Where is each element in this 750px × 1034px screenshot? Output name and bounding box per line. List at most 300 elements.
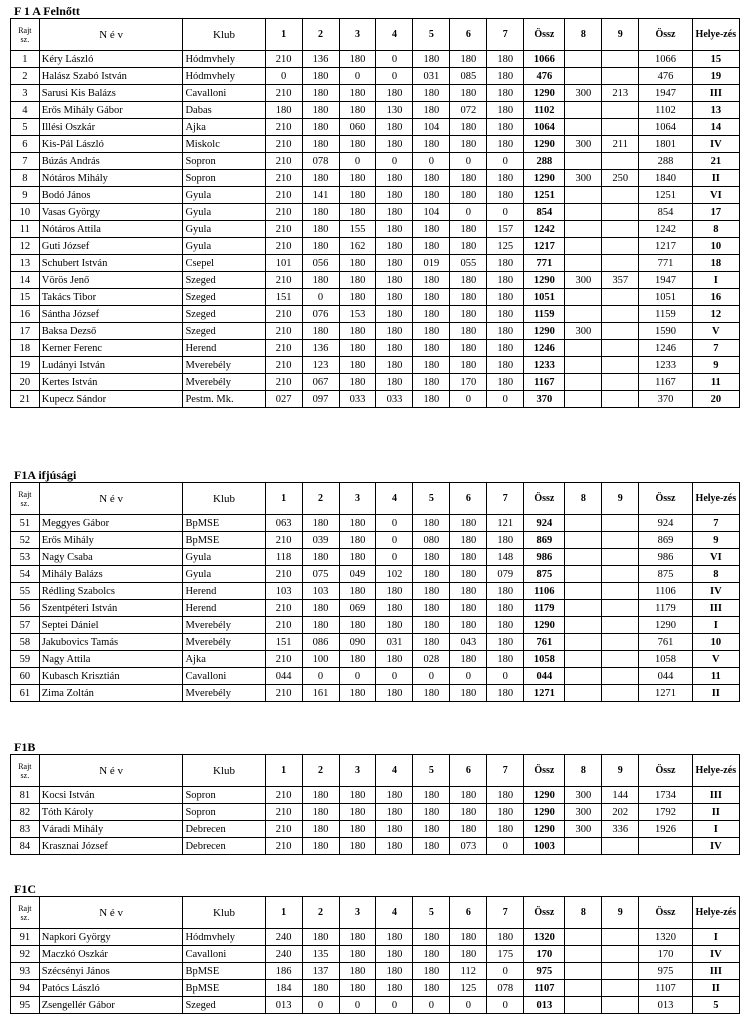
subtotal-cell: 1290 <box>524 170 565 187</box>
subtotal-cell: 1058 <box>524 651 565 668</box>
round-6-cell: 112 <box>450 963 487 980</box>
round-4-cell: 180 <box>376 651 413 668</box>
total-cell: 1242 <box>639 221 692 238</box>
total-cell: 975 <box>639 963 692 980</box>
subtotal-cell: 044 <box>524 668 565 685</box>
start-number-cell: 19 <box>11 357 40 374</box>
total-cell: 1947 <box>639 85 692 102</box>
round-2-cell: 180 <box>302 600 339 617</box>
header-round-5: 5 <box>413 19 450 51</box>
total-cell: 1167 <box>639 374 692 391</box>
subtotal-cell: 1290 <box>524 617 565 634</box>
round-3-cell: 180 <box>339 289 376 306</box>
competitor-name-cell: Szécsényi János <box>39 963 183 980</box>
round-1-cell: 210 <box>265 272 302 289</box>
round-5-cell: 180 <box>413 600 450 617</box>
table-row <box>11 68 740 85</box>
round-1-cell: 240 <box>265 946 302 963</box>
start-number-cell: 8 <box>11 170 40 187</box>
round-5-cell: 180 <box>413 289 450 306</box>
total-cell: 986 <box>639 549 692 566</box>
header-round-8: 8 <box>565 897 602 929</box>
round-2-cell: 136 <box>302 51 339 68</box>
round-6-cell: 0 <box>450 668 487 685</box>
total-cell: 1271 <box>639 685 692 702</box>
round-5-cell: 0 <box>413 153 450 170</box>
round-3-cell: 180 <box>339 51 376 68</box>
round-3-cell: 033 <box>339 391 376 408</box>
round-9-cell <box>602 617 639 634</box>
total-cell: 370 <box>639 391 692 408</box>
start-number-cell: 12 <box>11 238 40 255</box>
placement-cell: II <box>692 685 739 702</box>
round-7-cell: 121 <box>487 515 524 532</box>
section-title: F1C <box>14 882 36 896</box>
round-3-cell: 180 <box>339 85 376 102</box>
round-5-cell: 180 <box>413 821 450 838</box>
round-6-cell: 180 <box>450 272 487 289</box>
subtotal-cell: 1233 <box>524 357 565 374</box>
header-subtotal: Össz <box>524 483 565 515</box>
round-1-cell: 210 <box>265 357 302 374</box>
club-cell: BpMSE <box>183 963 265 980</box>
round-3-cell: 180 <box>339 323 376 340</box>
round-7-cell: 180 <box>487 787 524 804</box>
club-cell: Gyula <box>183 187 265 204</box>
round-8-cell <box>565 668 602 685</box>
round-4-cell: 180 <box>376 238 413 255</box>
round-6-cell: 180 <box>450 617 487 634</box>
round-7-cell: 180 <box>487 68 524 85</box>
start-number-cell: 58 <box>11 634 40 651</box>
round-5-cell: 019 <box>413 255 450 272</box>
round-4-cell: 180 <box>376 323 413 340</box>
placement-cell: 8 <box>692 566 739 583</box>
round-9-cell <box>602 119 639 136</box>
round-8-cell <box>565 532 602 549</box>
placement-cell: II <box>692 170 739 187</box>
header-round-3: 3 <box>339 19 376 51</box>
subtotal-cell: 771 <box>524 255 565 272</box>
round-1-cell: 210 <box>265 532 302 549</box>
table-row <box>11 838 740 855</box>
total-cell: 924 <box>639 515 692 532</box>
header-placement: Helye-zés <box>692 483 739 515</box>
competitor-name-cell: Zsengellér Gábor <box>39 997 183 1014</box>
club-cell: Sopron <box>183 170 265 187</box>
table-row <box>11 980 740 997</box>
competitor-name-cell: Patócs László <box>39 980 183 997</box>
round-6-cell: 180 <box>450 787 487 804</box>
total-cell: 875 <box>639 566 692 583</box>
placement-cell: IV <box>692 838 739 855</box>
round-2-cell: 180 <box>302 204 339 221</box>
round-7-cell: 0 <box>487 391 524 408</box>
round-5-cell: 180 <box>413 980 450 997</box>
round-9-cell <box>602 634 639 651</box>
round-3-cell: 180 <box>339 136 376 153</box>
total-cell: 1106 <box>639 583 692 600</box>
club-cell: Gyula <box>183 566 265 583</box>
start-number-cell: 7 <box>11 153 40 170</box>
round-5-cell: 080 <box>413 532 450 549</box>
round-3-cell: 162 <box>339 238 376 255</box>
club-cell: Miskolc <box>183 136 265 153</box>
round-5-cell: 180 <box>413 51 450 68</box>
header-round-2: 2 <box>302 483 339 515</box>
round-7-cell: 0 <box>487 838 524 855</box>
placement-cell: 9 <box>692 357 739 374</box>
start-number-cell: 9 <box>11 187 40 204</box>
round-5-cell: 031 <box>413 68 450 85</box>
total-cell: 854 <box>639 204 692 221</box>
section-title: F1B <box>14 740 36 754</box>
round-9-cell <box>602 566 639 583</box>
placement-cell: II <box>692 804 739 821</box>
round-2-cell: 180 <box>302 838 339 855</box>
competitor-name-cell: Kerner Ferenc <box>39 340 183 357</box>
round-6-cell: 180 <box>450 946 487 963</box>
round-6-cell: 180 <box>450 51 487 68</box>
round-3-cell: 180 <box>339 255 376 272</box>
round-5-cell: 180 <box>413 549 450 566</box>
subtotal-cell: 1051 <box>524 289 565 306</box>
total-cell: 288 <box>639 153 692 170</box>
total-cell: 1066 <box>639 51 692 68</box>
club-cell: Hódmvhely <box>183 51 265 68</box>
round-1-cell: 210 <box>265 204 302 221</box>
subtotal-cell: 875 <box>524 566 565 583</box>
start-number-cell: 3 <box>11 85 40 102</box>
round-1-cell: 210 <box>265 238 302 255</box>
header-name: N é v <box>39 755 183 787</box>
competitor-name-cell: Illési Oszkár <box>39 119 183 136</box>
start-number-cell: 16 <box>11 306 40 323</box>
club-cell: Szeged <box>183 323 265 340</box>
round-7-cell: 180 <box>487 136 524 153</box>
club-cell: Mverebély <box>183 374 265 391</box>
club-cell: Sopron <box>183 787 265 804</box>
header-round-7: 7 <box>487 897 524 929</box>
header-round-1: 1 <box>265 897 302 929</box>
start-number-cell: 6 <box>11 136 40 153</box>
section-title: F1A ifjúsági <box>14 468 77 482</box>
placement-cell: 16 <box>692 289 739 306</box>
round-4-cell: 0 <box>376 515 413 532</box>
table-row <box>11 119 740 136</box>
round-7-cell: 175 <box>487 946 524 963</box>
competitor-name-cell: Nagy Csaba <box>39 549 183 566</box>
round-8-cell <box>565 357 602 374</box>
round-8-cell <box>565 515 602 532</box>
round-9-cell <box>602 102 639 119</box>
round-2-cell: 136 <box>302 340 339 357</box>
round-7-cell: 180 <box>487 51 524 68</box>
round-7-cell: 180 <box>487 323 524 340</box>
round-3-cell: 090 <box>339 634 376 651</box>
round-2-cell: 180 <box>302 617 339 634</box>
round-8-cell <box>565 617 602 634</box>
round-3-cell: 180 <box>339 929 376 946</box>
round-2-cell: 180 <box>302 102 339 119</box>
total-cell <box>639 838 692 855</box>
total-cell: 1102 <box>639 102 692 119</box>
round-3-cell: 155 <box>339 221 376 238</box>
round-3-cell: 0 <box>339 997 376 1014</box>
round-7-cell: 180 <box>487 374 524 391</box>
round-4-cell: 180 <box>376 685 413 702</box>
round-6-cell: 0 <box>450 204 487 221</box>
placement-cell: 14 <box>692 119 739 136</box>
table-row <box>11 997 740 1014</box>
round-4-cell: 180 <box>376 980 413 997</box>
round-2-cell: 0 <box>302 668 339 685</box>
round-5-cell: 0 <box>413 668 450 685</box>
round-6-cell: 180 <box>450 136 487 153</box>
round-8-cell: 300 <box>565 170 602 187</box>
round-6-cell: 0 <box>450 391 487 408</box>
round-3-cell: 180 <box>339 946 376 963</box>
round-9-cell <box>602 204 639 221</box>
header-subtotal: Össz <box>524 897 565 929</box>
header-club: Klub <box>183 755 265 787</box>
total-cell: 1734 <box>639 787 692 804</box>
section-f1c <box>10 882 740 1014</box>
round-8-cell <box>565 119 602 136</box>
round-4-cell: 0 <box>376 68 413 85</box>
competitor-name-cell: Vasas György <box>39 204 183 221</box>
subtotal-cell: 1179 <box>524 600 565 617</box>
subtotal-cell: 1102 <box>524 102 565 119</box>
placement-cell: 11 <box>692 374 739 391</box>
round-6-cell: 180 <box>450 187 487 204</box>
round-9-cell <box>602 323 639 340</box>
round-7-cell: 180 <box>487 119 524 136</box>
subtotal-cell: 1290 <box>524 821 565 838</box>
round-7-cell: 180 <box>487 600 524 617</box>
round-2-cell: 180 <box>302 980 339 997</box>
club-cell: Debrecen <box>183 821 265 838</box>
total-cell: 1251 <box>639 187 692 204</box>
round-4-cell: 180 <box>376 85 413 102</box>
round-9-cell: 144 <box>602 787 639 804</box>
round-7-cell: 180 <box>487 929 524 946</box>
round-4-cell: 033 <box>376 391 413 408</box>
placement-cell: 13 <box>692 102 739 119</box>
round-4-cell: 0 <box>376 997 413 1014</box>
club-cell: Szeged <box>183 272 265 289</box>
total-cell: 1926 <box>639 821 692 838</box>
competitor-name-cell: Nagy Attila <box>39 651 183 668</box>
round-5-cell: 028 <box>413 651 450 668</box>
subtotal-cell: 986 <box>524 549 565 566</box>
round-7-cell: 180 <box>487 651 524 668</box>
round-8-cell <box>565 600 602 617</box>
round-2-cell: 180 <box>302 238 339 255</box>
round-8-cell <box>565 187 602 204</box>
round-7-cell: 079 <box>487 566 524 583</box>
competitor-name-cell: Kupecz Sándor <box>39 391 183 408</box>
round-6-cell: 085 <box>450 68 487 85</box>
start-number-cell: 51 <box>11 515 40 532</box>
start-number-cell: 52 <box>11 532 40 549</box>
club-cell: Mverebély <box>183 357 265 374</box>
round-8-cell <box>565 634 602 651</box>
placement-cell: 18 <box>692 255 739 272</box>
round-2-cell: 086 <box>302 634 339 651</box>
round-8-cell <box>565 838 602 855</box>
competitor-name-cell: Rédling Szabolcs <box>39 583 183 600</box>
header-club: Klub <box>183 483 265 515</box>
round-6-cell: 180 <box>450 306 487 323</box>
round-3-cell: 180 <box>339 357 376 374</box>
round-4-cell: 180 <box>376 340 413 357</box>
start-number-cell: 53 <box>11 549 40 566</box>
round-5-cell: 180 <box>413 170 450 187</box>
start-number-cell: 61 <box>11 685 40 702</box>
round-9-cell <box>602 238 639 255</box>
subtotal-cell: 1246 <box>524 340 565 357</box>
total-cell: 170 <box>639 946 692 963</box>
header-round-9: 9 <box>602 19 639 51</box>
header-round-9: 9 <box>602 897 639 929</box>
round-6-cell: 073 <box>450 838 487 855</box>
subtotal-cell: 975 <box>524 963 565 980</box>
table-row <box>11 85 740 102</box>
total-cell: 1064 <box>639 119 692 136</box>
round-2-cell: 161 <box>302 685 339 702</box>
start-number-cell: 82 <box>11 804 40 821</box>
header-start-number: Rajt sz. <box>11 483 40 515</box>
round-1-cell: 101 <box>265 255 302 272</box>
header-subtotal: Össz <box>524 755 565 787</box>
competitor-name-cell: Krasznai József <box>39 838 183 855</box>
header-total: Össz <box>639 483 692 515</box>
total-cell: 1058 <box>639 651 692 668</box>
header-round-6: 6 <box>450 755 487 787</box>
club-cell: Gyula <box>183 221 265 238</box>
club-cell: Hódmvhely <box>183 929 265 946</box>
round-6-cell: 180 <box>450 119 487 136</box>
placement-cell: IV <box>692 583 739 600</box>
round-8-cell <box>565 583 602 600</box>
competitor-name-cell: Zima Zoltán <box>39 685 183 702</box>
round-1-cell: 027 <box>265 391 302 408</box>
round-8-cell: 300 <box>565 85 602 102</box>
round-8-cell <box>565 255 602 272</box>
round-7-cell: 148 <box>487 549 524 566</box>
round-5-cell: 180 <box>413 804 450 821</box>
round-6-cell: 043 <box>450 634 487 651</box>
placement-cell: 19 <box>692 68 739 85</box>
table-row <box>11 566 740 583</box>
header-round-2: 2 <box>302 897 339 929</box>
round-9-cell: 357 <box>602 272 639 289</box>
start-number-cell: 93 <box>11 963 40 980</box>
competitor-name-cell: Guti József <box>39 238 183 255</box>
round-3-cell: 180 <box>339 980 376 997</box>
round-9-cell <box>602 374 639 391</box>
round-1-cell: 0 <box>265 68 302 85</box>
round-7-cell: 180 <box>487 634 524 651</box>
round-3-cell: 180 <box>339 787 376 804</box>
round-7-cell: 180 <box>487 532 524 549</box>
total-cell: 1107 <box>639 980 692 997</box>
round-8-cell: 300 <box>565 821 602 838</box>
round-4-cell: 180 <box>376 821 413 838</box>
round-9-cell <box>602 583 639 600</box>
competitor-name-cell: Nótáros Mihály <box>39 170 183 187</box>
round-2-cell: 180 <box>302 787 339 804</box>
round-9-cell <box>602 255 639 272</box>
round-2-cell: 076 <box>302 306 339 323</box>
subtotal-cell: 1217 <box>524 238 565 255</box>
competitor-name-cell: Mihály Balázs <box>39 566 183 583</box>
start-number-cell: 59 <box>11 651 40 668</box>
round-3-cell: 180 <box>339 340 376 357</box>
round-8-cell <box>565 685 602 702</box>
round-9-cell <box>602 963 639 980</box>
round-6-cell: 170 <box>450 374 487 391</box>
round-4-cell: 180 <box>376 170 413 187</box>
round-5-cell: 180 <box>413 685 450 702</box>
placement-cell: 8 <box>692 221 739 238</box>
placement-cell: IV <box>692 946 739 963</box>
round-4-cell: 180 <box>376 204 413 221</box>
round-4-cell: 180 <box>376 929 413 946</box>
round-4-cell: 180 <box>376 838 413 855</box>
round-1-cell: 210 <box>265 566 302 583</box>
round-4-cell: 180 <box>376 617 413 634</box>
round-9-cell <box>602 929 639 946</box>
competitor-name-cell: Sántha József <box>39 306 183 323</box>
round-9-cell <box>602 187 639 204</box>
table-row <box>11 634 740 651</box>
club-cell: Herend <box>183 340 265 357</box>
placement-cell: V <box>692 651 739 668</box>
round-9-cell <box>602 306 639 323</box>
round-1-cell: 210 <box>265 170 302 187</box>
club-cell: Debrecen <box>183 838 265 855</box>
round-4-cell: 180 <box>376 600 413 617</box>
round-4-cell: 180 <box>376 804 413 821</box>
round-1-cell: 151 <box>265 634 302 651</box>
round-3-cell: 180 <box>339 963 376 980</box>
start-number-cell: 81 <box>11 787 40 804</box>
competitor-name-cell: Halász Szabó István <box>39 68 183 85</box>
placement-cell: III <box>692 963 739 980</box>
table-row <box>11 153 740 170</box>
round-8-cell: 300 <box>565 804 602 821</box>
start-number-cell: 20 <box>11 374 40 391</box>
round-2-cell: 123 <box>302 357 339 374</box>
start-number-cell: 94 <box>11 980 40 997</box>
club-cell: BpMSE <box>183 515 265 532</box>
placement-cell: III <box>692 787 739 804</box>
table-row <box>11 515 740 532</box>
round-2-cell: 180 <box>302 221 339 238</box>
round-1-cell: 210 <box>265 51 302 68</box>
round-6-cell: 180 <box>450 566 487 583</box>
round-8-cell <box>565 289 602 306</box>
subtotal-cell: 1320 <box>524 929 565 946</box>
header-total: Össz <box>639 19 692 51</box>
total-cell: 1801 <box>639 136 692 153</box>
round-8-cell <box>565 651 602 668</box>
header-placement: Helye-zés <box>692 19 739 51</box>
header-start-number: Rajt sz. <box>11 19 40 51</box>
total-cell: 1246 <box>639 340 692 357</box>
